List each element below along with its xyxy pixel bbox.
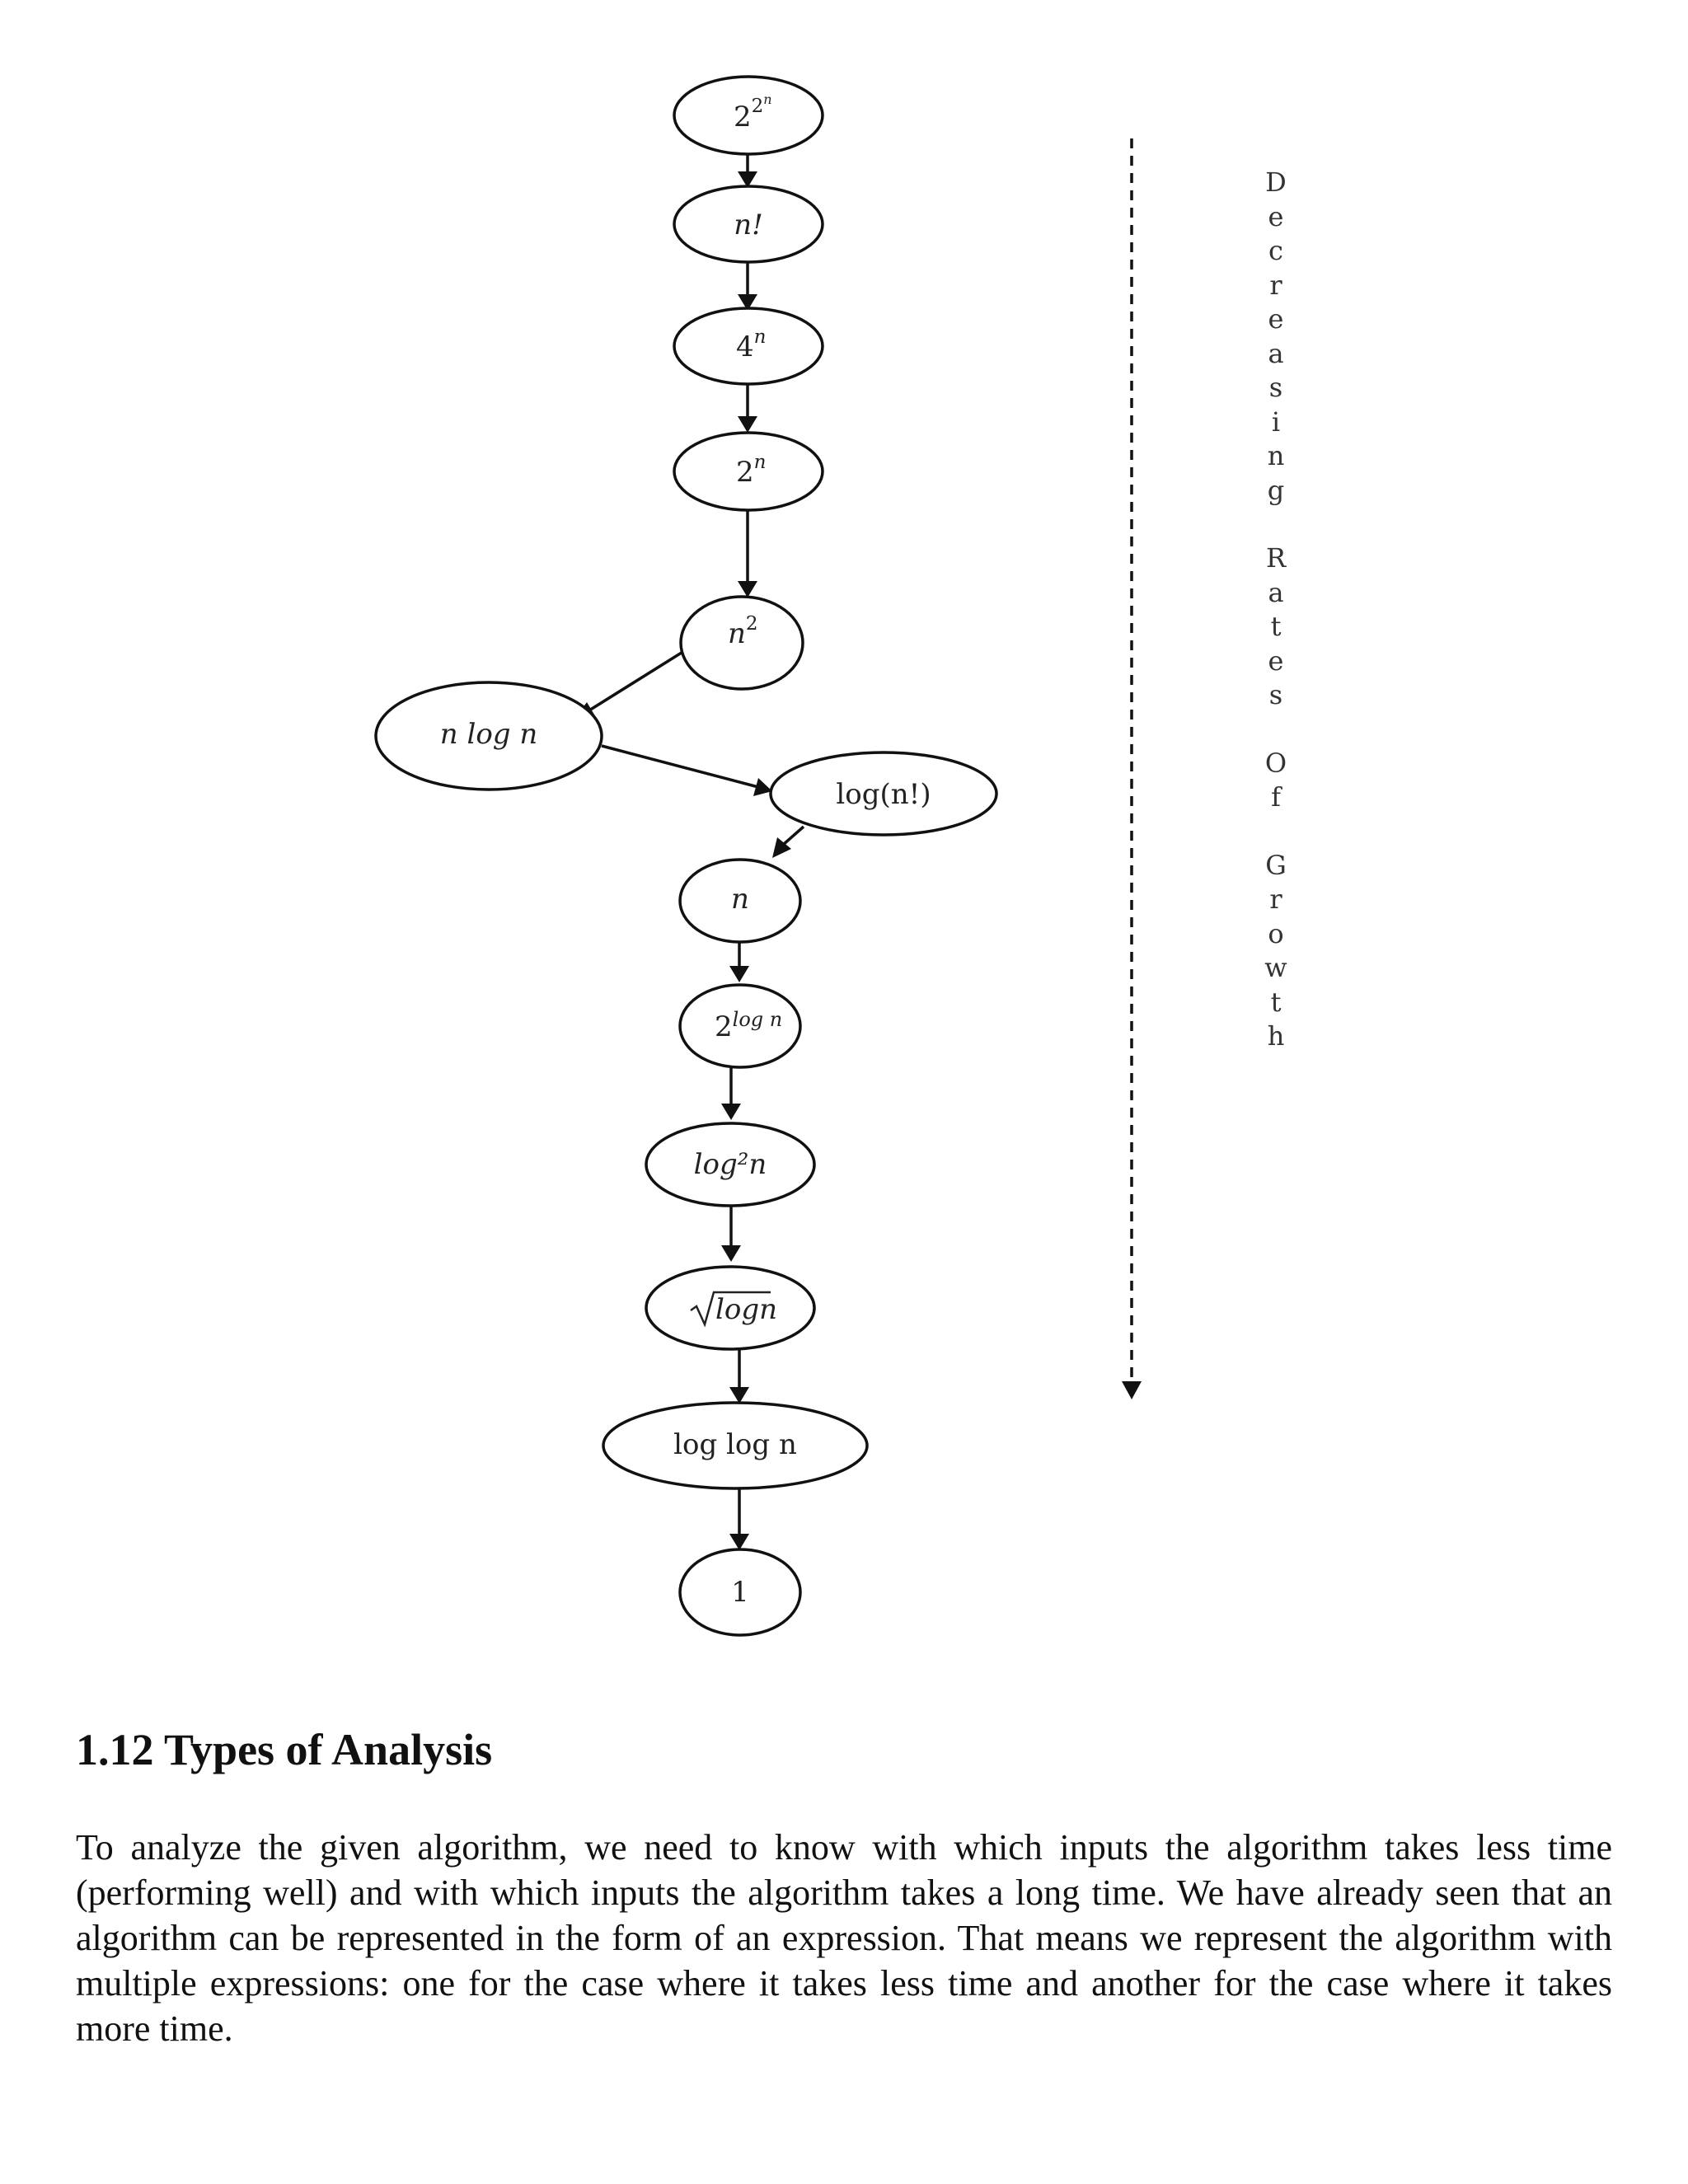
- side-label-letter: t: [1270, 987, 1282, 1018]
- edge-nlogn-to-lognfact: [602, 746, 758, 787]
- side-label-letter: w: [1264, 952, 1287, 983]
- arrowhead: [738, 416, 757, 433]
- side-label-letter: n: [1267, 440, 1285, 471]
- section-body-paragraph: To analyze the given algorithm, we need to know with which inputs the algorithm takes less time (performing well) and with which inputs the algorithm takes a long time. We have already seen that an algorithm can be represented in the form of an expression. That means we represent the algorithm with multiple expressions: one for the case where it takes less time and another for the case where it takes more time.: [76, 1827, 1612, 2049]
- arrowhead: [1122, 1381, 1142, 1399]
- side-label-letter: t: [1270, 611, 1282, 642]
- node-2-pow-log-n: [680, 985, 800, 1067]
- side-label-letter: o: [1268, 918, 1284, 949]
- node-label: $2^{log n}$: [715, 1008, 783, 1043]
- node-label: log²n: [693, 1148, 767, 1181]
- side-label-letter: c: [1268, 235, 1283, 266]
- node-sqrt-log-n: [646, 1267, 814, 1349]
- side-label-letter: r: [1269, 269, 1282, 301]
- node-n: [680, 860, 800, 942]
- node-label: n!: [734, 209, 763, 241]
- side-label-letter: G: [1265, 850, 1287, 881]
- side-label-letter: e: [1268, 201, 1284, 232]
- arrowhead: [729, 1534, 749, 1550]
- side-label-letter: O: [1264, 748, 1287, 779]
- node-log-squared-n: [646, 1123, 814, 1206]
- edge-n2-to-nlogn: [585, 651, 684, 713]
- node-label: n log n: [439, 718, 538, 751]
- side-label-letter: a: [1268, 338, 1284, 369]
- arrowhead: [721, 1245, 741, 1262]
- side-label-letter: D: [1265, 166, 1287, 198]
- node-label: $2^{2n}$: [734, 91, 772, 134]
- node-label: $n^2$: [728, 613, 758, 650]
- node-label: n: [731, 883, 749, 916]
- side-label-letter: a: [1268, 577, 1284, 608]
- node-label: 2$^n$: [736, 452, 767, 489]
- side-label-letter: s: [1268, 679, 1283, 710]
- node-one: [680, 1549, 800, 1635]
- side-label-letter: e: [1268, 303, 1284, 335]
- node-4-pow-n: [674, 308, 823, 384]
- side-label-letter: i: [1271, 406, 1281, 438]
- side-label-decreasing-rates-of-growth: [1264, 166, 1287, 1052]
- node-log-n-factorial: [771, 752, 996, 835]
- arrowhead: [729, 966, 749, 982]
- side-label-letter: g: [1267, 475, 1285, 506]
- side-label-letter: e: [1268, 645, 1284, 677]
- arrowhead: [729, 1387, 749, 1404]
- node-n-log-n: [376, 682, 602, 790]
- node-label: 1: [731, 1576, 749, 1609]
- node-2-pow-2-pow-n: [674, 77, 823, 154]
- node-label: logn: [715, 1293, 778, 1326]
- edge-lognfact-to-n: [783, 827, 804, 845]
- side-label-letter: R: [1265, 542, 1287, 574]
- node-label: log log n: [673, 1428, 797, 1461]
- node-label: 4$^n$: [736, 326, 767, 363]
- side-label-letter: h: [1267, 1020, 1285, 1052]
- side-label-letter: r: [1269, 883, 1282, 915]
- node-log-log-n: [603, 1403, 867, 1488]
- node-label: log(n!): [836, 778, 931, 811]
- side-label-letter: f: [1271, 781, 1281, 813]
- node-n-factorial: [674, 186, 823, 262]
- section-heading: 1.12 Types of Analysis: [76, 1725, 493, 1774]
- node-n-squared: [681, 597, 803, 689]
- arrowhead: [738, 581, 757, 598]
- side-label-letter: s: [1268, 372, 1283, 403]
- diagram-nodes: [376, 77, 996, 1635]
- node-2-pow-n: [674, 433, 823, 510]
- arrowhead: [721, 1104, 741, 1120]
